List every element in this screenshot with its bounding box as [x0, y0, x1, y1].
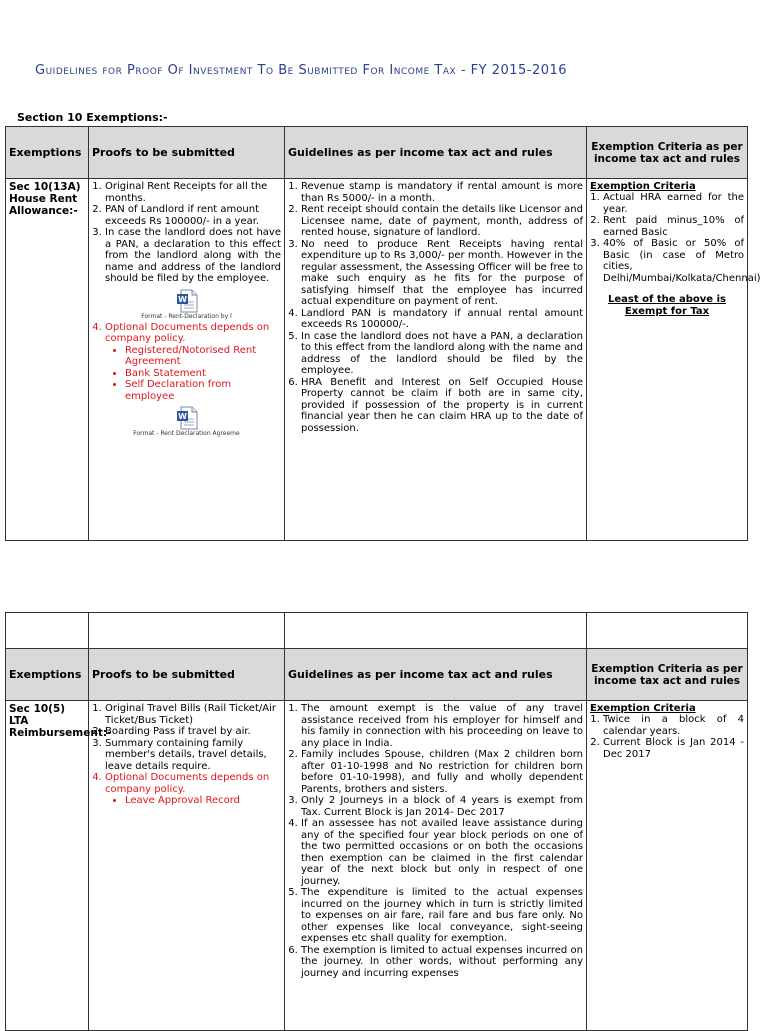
list-item: 4. Landlord PAN is mandatory if annual rental amount exceeds Rs 100000/-. [301, 308, 583, 331]
list-item: 1. The amount exempt is the value of any travel assistance received from his employer for himself and his family in connection with his proceeding on leave to any place in India. [301, 703, 583, 749]
lta-criteria-list [590, 714, 744, 760]
optional-docs-label: Optional Documents depends on company policy. [105, 321, 270, 344]
header-criteria: Exemption Criteria as per income tax act and rules [587, 127, 748, 179]
lta-table [5, 612, 748, 1031]
word-document-icon [176, 406, 198, 430]
hra-guidelines-list [288, 181, 583, 434]
list-item: 3. 40% of Basic or 50% of Basic (in case of Metro cities, Delhi/Mumbai/Kolkata/Chennai) [603, 238, 744, 284]
list-item: • Leave Approval Record [125, 795, 281, 807]
lta-section-name: Sec 10(5) LTA Reimbursement:- [9, 703, 112, 739]
list-item: 4. If an assessee has not availed leave assistance during any of the specified four year block periods on one of the two permitted occasions or on both the occasions then exemption can be claimed in the first calendar year of the next block but only in respect of one journey. [301, 818, 583, 887]
list-item: • Registered/Notorised Rent Agreement [125, 345, 281, 368]
hra-section-name: Sec 10(13A) House Rent Allowance:- [9, 181, 81, 217]
empty-cell [6, 613, 89, 649]
list-item: 2. Rent receipt should contain the details like Licensor and Licensee name, date of payment, month, address of rented house, signature of landlord. [301, 204, 583, 239]
empty-cell [587, 613, 748, 649]
lta-optional-list [92, 772, 281, 807]
list-item: 1. Original Rent Receipts for all the months. [105, 181, 281, 204]
list-item: 2. Boarding Pass if travel by air. [105, 726, 281, 738]
list-item: • Bank Statement [125, 368, 281, 380]
lta-guidelines-list [288, 703, 583, 979]
lta-proofs-list [92, 703, 281, 772]
hra-table [5, 126, 761, 541]
header-proofs: Proofs to be submitted [89, 127, 285, 179]
list-item: 5. The expenditure is limited to the actual expenses incurred on the journey which in turn is strictly limited to expenses on air fare, rail fare and bus fare only. No other expenses like local conveyance, sight-seeing expenses etc shall quality for exemption. [301, 887, 583, 945]
attachment-rent-agreement[interactable] [92, 406, 281, 437]
attachment-caption: Format - Rent Declaration Agreeme [133, 430, 240, 437]
header-proofs: Proofs to be submitted [89, 649, 285, 701]
list-item: 2. Family includes Spouse, children (Max 2 children born after 01-10-1998 and No restriction for children born before 01-10-1998), and fully and wholly dependent Parents, brothers and sisters. [301, 749, 583, 795]
header-criteria: Exemption Criteria as per income tax act and rules [587, 649, 748, 701]
hra-optional-list [92, 322, 281, 403]
header-guidelines: Guidelines as per income tax act and rules [285, 649, 587, 701]
list-item [105, 772, 281, 807]
list-item: 6. HRA Benefit and Interest on Self Occupied House Property cannot be claim if both are in same city, provided if possession of the property is in current financial year then he can claim HRA up to the date of possession. [301, 377, 583, 435]
least-note: Least of the above is Exempt for Tax [608, 294, 726, 317]
empty-cell [89, 613, 285, 649]
list-item [105, 322, 281, 403]
svg-text:W: W [177, 412, 187, 421]
list-item: 1. Revenue stamp is mandatory if rental amount is more than Rs 5000/- in a month. [301, 181, 583, 204]
optional-docs-label: Optional Documents depends on company policy. [105, 772, 270, 795]
list-item: 3. In case the landlord does not have a PAN, a declaration to this effect from the landlord along with the name and address of the landlord should be filed by the employee. [105, 227, 281, 285]
list-item: 1. Original Travel Bills (Rail Ticket/Air Ticket/Bus Ticket) [105, 703, 281, 726]
header-exemptions: Exemptions [6, 649, 89, 701]
section-label: Section 10 Exemptions:- [17, 111, 168, 124]
criteria-heading: Exemption Criteria [590, 703, 696, 714]
list-item: 3. No need to produce Rent Receipts having rental expenditure up to Rs 3,000/- per month. However in the regular assessment, the Assessing Officer will be free to make such enquiry as he fits for the purpose of satisfying himself that the employee has incurred actual expenditure on payment of rent. [301, 239, 583, 308]
list-item: 2. PAN of Landlord if rent amount exceeds Rs 100000/- in a year. [105, 204, 281, 227]
list-item: 2. Current Block is Jan 2014 - Dec 2017 [603, 737, 744, 760]
hra-proofs-list [92, 181, 281, 285]
header-guidelines: Guidelines as per income tax act and rules [285, 127, 587, 179]
word-document-icon [176, 289, 198, 313]
list-item: 6. The exemption is limited to actual expenses incurred on the journey. In other words, without performing any journey and incurring expenses [301, 945, 583, 980]
criteria-heading: Exemption Criteria [590, 181, 696, 192]
hra-criteria-list [590, 192, 761, 284]
list-item: 1. Twice in a block of 4 calendar years. [603, 714, 744, 737]
list-item: 1. Actual HRA earned for the year. [603, 192, 744, 215]
empty-cell [285, 613, 587, 649]
header-exemptions: Exemptions [6, 127, 89, 179]
svg-text:W: W [177, 294, 187, 304]
page-title: Guidelines for Proof Of Investment To Be Submitted For Income Tax - FY 2015-2016 [35, 63, 568, 78]
attachment-rent-declaration[interactable] [92, 289, 281, 320]
list-item: 3. Only 2 Journeys in a block of 4 years is exempt from Tax. Current Block is Jan 2014- Dec 2017 [301, 795, 583, 818]
attachment-caption: Format - Rent-Declaration by l [141, 312, 232, 320]
list-item: 5. In case the landlord does not have a PAN, a declaration to this effect from the landlord along with the name and address of the landlord should be filed by the employee. [301, 331, 583, 377]
list-item: • Self Declaration from employee [125, 379, 281, 402]
list-item: 3. Summary containing family member's details, travel details, leave details require. [105, 738, 281, 773]
list-item: 2. Rent paid minus_10% of earned Basic [603, 215, 744, 238]
